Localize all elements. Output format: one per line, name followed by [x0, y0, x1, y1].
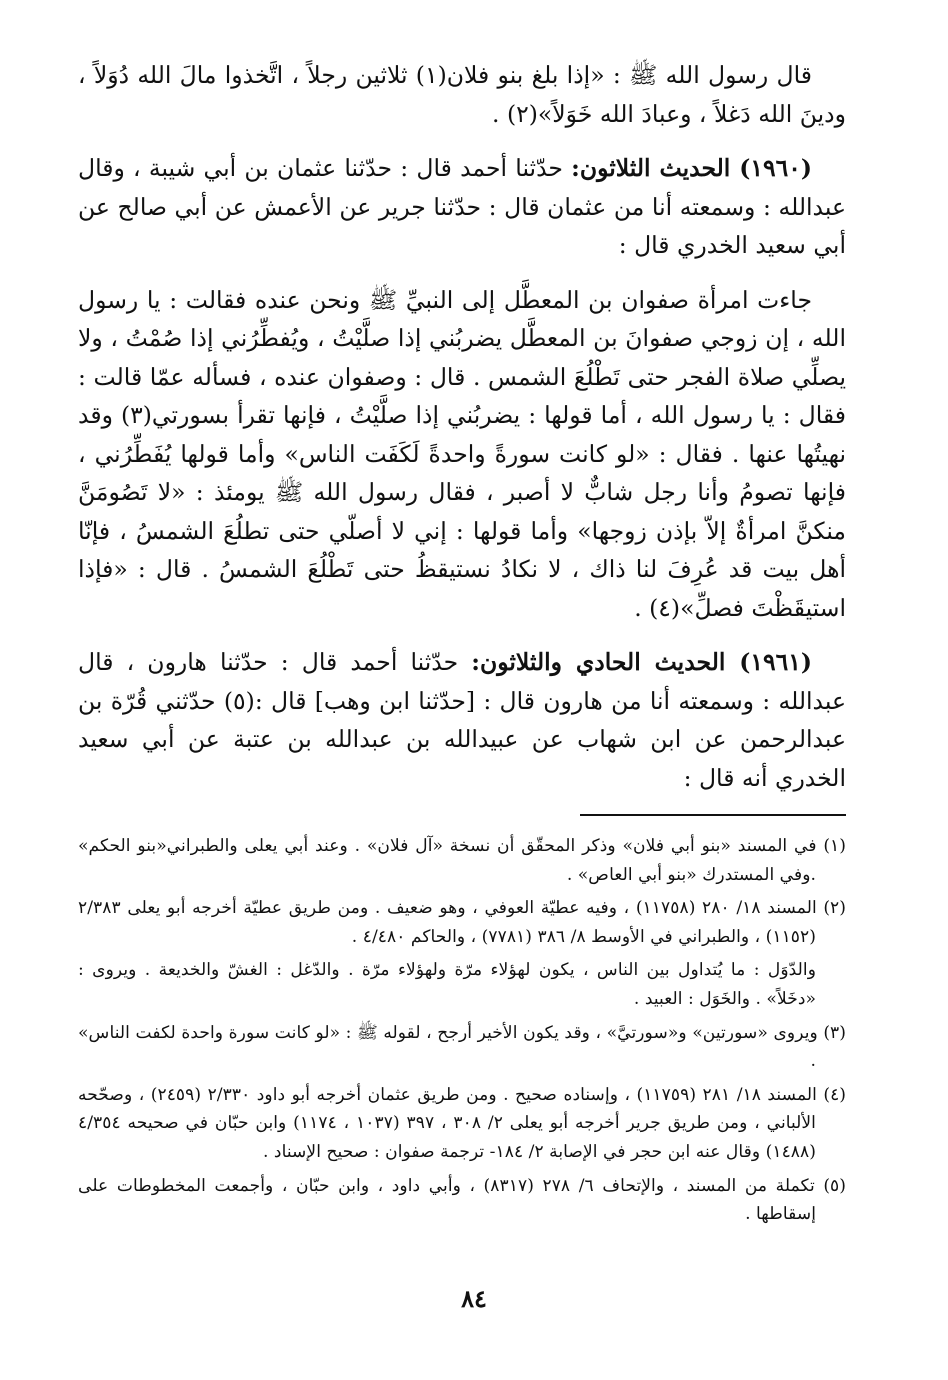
page-number: ٨٤: [461, 1284, 487, 1313]
footnotes: [78, 832, 846, 1234]
footnote-1: (١) في المسند «بنو أبي فلان» وذكر المحقّق أن نسخة «آل فلان» . وعند أبي يعلى والطبراني«بنو الحكم» .وفي المستدرك «بنو أبي العاص» .: [78, 836, 846, 885]
paragraph-hadith-1961: [78, 643, 846, 797]
footnote-3: (٣) ويروى «سورتين» و«سورتيَّ» ، وقد يكون الأخير أرجح ، لقوله ﷺ : «لو كانت سورة واحدة لكفت الناس» .: [78, 1022, 846, 1072]
footnote-2: (٢) المسند ١٨/ ٢٨٠ (١١٧٥٨) ، وفيه عطيّة العوفي ، وهو ضعيف . ومن طريق عطيّة أخرجه أبو يعلى ٢/٣٨٣ (١١٥٢) ، والطبراني في الأوسط ٨/ ٣٨٦ (٧٧٨١) ، والحاكم ٤/٤٨٠ .: [78, 898, 846, 947]
footnote-2-glossary: والدّوَل : ما يُتداول بين الناس ، يكون لهؤلاء مرّة ولهؤلاء مرّة . والدّغل : الغشّ والخديعة . ويروى : «دخَلاً» . والخَوَل : العبيد .: [78, 960, 816, 1009]
paragraph-hadith-1960: [78, 149, 846, 265]
hadith-heading-1960: (١٩٦٠) الحديث الثلاثون:: [571, 154, 812, 182]
main-text: [78, 56, 846, 813]
footnote-5: (٥) تكملة من المسند ، والإتحاف ٦/ ٢٧٨ (٨٣١٧) ، وأبي داود ، وابن حبّان ، وأجمعت المخطوطات على إسقاطها .: [78, 1175, 846, 1225]
hadith-1960-isnad: حدّثنا أحمد قال : حدّثنا عثمان بن أبي شيبة ، وقال عبدالله : وسمعته أنا من عثمان قال : حدّثنا جرير عن الأعمش عن أبي صالح عن أبي سعيد الخدري قال :: [78, 154, 846, 259]
hadith-1961-isnad: حدّثنا أحمد قال : حدّثنا هارون ، قال عبدالله : وسمعته أنا من هارون قال : [حدّثنا ابن وهب] قال :(٥) حدّثني قُرّة بن عبدالرحمن عن ابن شهاب عن عبيدالله بن عبدالله بن عتبة عن أبي سعيد الخدري أنه قال :: [78, 648, 846, 792]
footnote-divider: [580, 814, 846, 816]
footnote-4: (٤) المسند ١٨/ ٢٨١ (١١٧٥٩) ، وإسناده صحيح . ومن طريق عثمان أخرجه أبو داود ٢/٣٣٠ (٢٤٥٩) ، وصحّحه الألباني ، ومن طريق جرير أخرجه أبو يعلى ٢/ ٣٠٨ ، ٣٩٧ (١٠٣٧ ، ١١٧٤) وابن حبّان في صحيحه ٤/٣٥٤ (١٤٨٨) وقال عنه ابن حجر في الإصابة ٢/ ١٨٤- ترجمة صفوان : صحيح الإسناد .: [78, 1084, 847, 1162]
paragraph-hadith-intro: قال رسول الله ﷺ : «إذا بلغ بنو فلان(١) ثلاثين رجلاً ، اتَّخذوا مالَ الله دُوَلاً ، ودينَ الله دَغلاً ، وعبادَ الله خَوَلاً»(٢) .: [78, 61, 846, 128]
paragraph-hadith-1960-matn: جاءت امرأة صفوان بن المعطَّل إلى النبيِّ ﷺ ونحن عنده فقالت : يا رسول الله ، إن زوجي صفوانَ بن المعطَّل يضربُني إذا صلَّيْتُ ، ويُفطِّرُني إذا صُمْتُ ، ولا يصلِّي صلاة الفجر حتى تَطْلُعَ الشمس . قال : وصفوان عنده ، فسأله عمّا قالت : فقال : يا رسول الله ، أما قولها : يضربُني إذا صلَّيْتُ ، فإنها تقرأ بسورتي(٣) وقد نهيتُها عنها . فقال : «لو كانت سورةً واحدةً لَكَفَت الناس» وأما قولها يُفَطِّرُني ، فإنها تصومُ وأنا رجل شابٌّ لا أصبر ، فقال رسول الله ﷺ يومئذ : «لا تَصُومَنَّ منكنَّ امرأةٌ إلاّ بإذن زوجها» وأما قولها : إني لا أصلّي حتى تطلُعَ الشمسُ ، فإنّا أهل بيت قد عُرِفَ لنا ذاك ، لا نكادُ نستيقظُ حتى تَطْلُعَ الشمسُ . قال : «فإذا استيقَظْتَ فصلِّ»(٤) .: [78, 285, 847, 622]
hadith-heading-1961: (١٩٦١) الحديث الحادي والثلاثون:: [471, 648, 812, 676]
